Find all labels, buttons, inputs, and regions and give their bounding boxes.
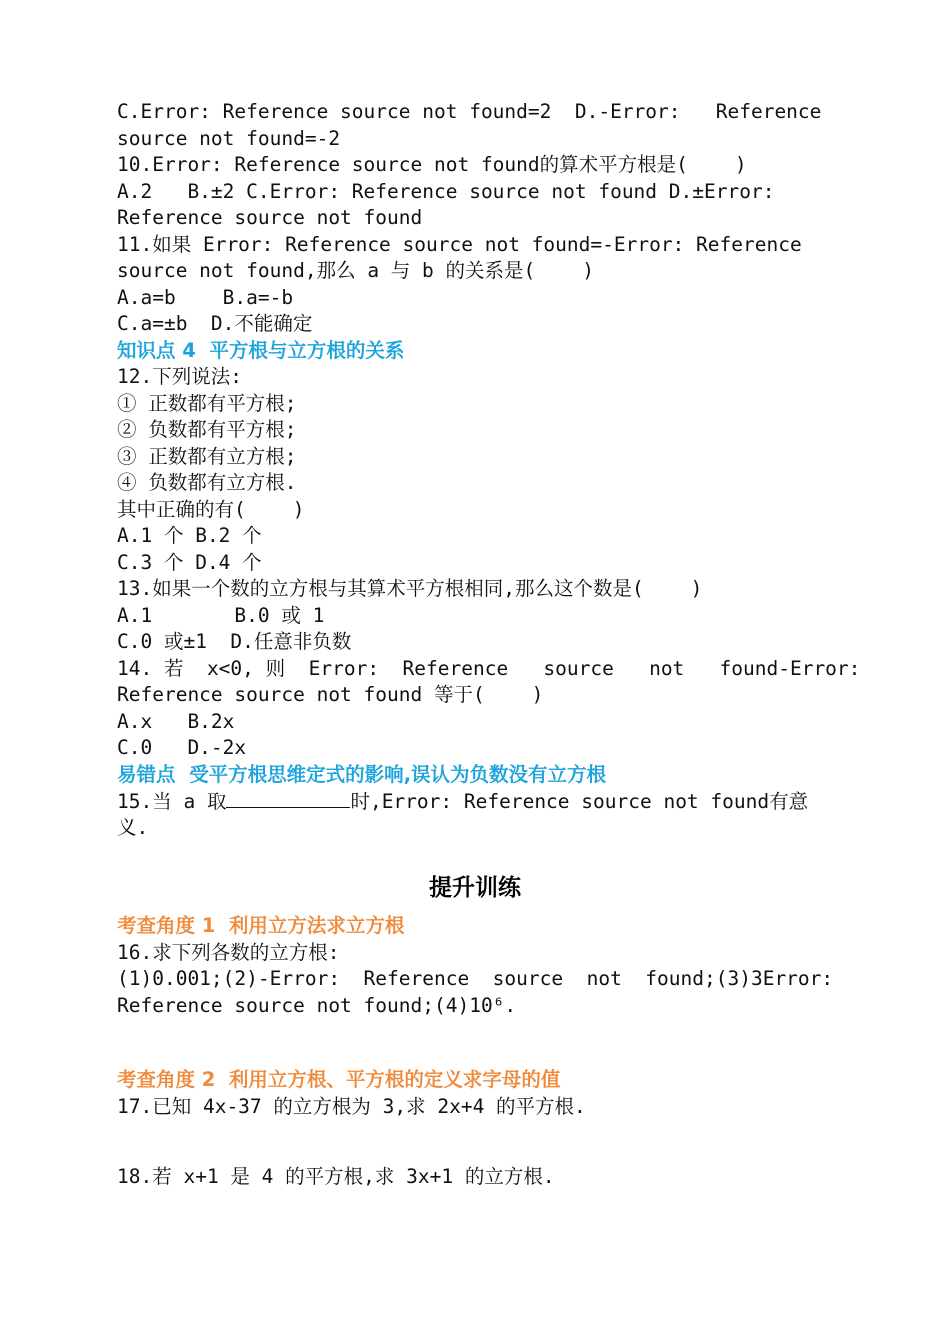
question-9-option-c: C.Error: Reference source not found=2 D.-Error: Reference (117, 100, 822, 123)
question-11-options-ab: A.a=b B.a=-b (117, 285, 294, 309)
question-13: 13.如果一个数的立方根与其算术平方根相同,那么这个数是( ) (117, 577, 703, 600)
question-17: 17.已知 4x-37 的立方根为 3,求 2x+4 的平方根. (117, 1094, 586, 1118)
question-14: 14. 若 x<0, 则 Error: Reference source not found-Error: (117, 656, 861, 680)
question-15-suffix: 时,Error: Reference source not found有意 (350, 790, 809, 813)
question-11-cont: source not found,那么 a 与 b 的关系是( ) (117, 259, 594, 282)
question-15 (117, 788, 833, 815)
spacer (117, 1120, 833, 1164)
answer-blank[interactable] (226, 788, 350, 808)
question-16-parts: (1)0.001;(2)-Error: Reference source not found;(3)3Error: (117, 967, 834, 990)
question-12-statement-2: ② 负数都有平方根; (117, 418, 297, 441)
question-10: 10.Error: Reference source not found的算术平方根是( ) (117, 153, 747, 176)
question-18: 18.若 x+1 是 4 的平方根,求 3x+1 的立方根. (117, 1165, 555, 1188)
question-13-options-cd: C.0 或±1 D.任意非负数 (117, 630, 352, 653)
spacer (117, 841, 833, 873)
question-10-options: A.2 B.±2 C.Error: Reference source not found D.±Error: (117, 179, 775, 203)
question-12: 12.下列说法: (117, 365, 242, 388)
common-mistake-heading: 易错点 受平方根思维定式的影响,误认为负数没有立方根 (117, 762, 606, 786)
question-15-cont: 义. (117, 815, 149, 839)
spacer (117, 903, 833, 913)
assessment-angle-2-heading: 考查角度 2 利用立方根、平方根的定义求字母的值 (117, 1068, 561, 1091)
question-11-options-cd: C.a=±b D.不能确定 (117, 312, 313, 335)
knowledge-point-4-heading: 知识点 4 平方根与立方根的关系 (117, 338, 405, 362)
assessment-angle-1-heading: 考查角度 1 利用立方法求立方根 (117, 914, 405, 937)
question-16: 16.求下列各数的立方根: (117, 940, 340, 964)
question-12-options-cd: C.3 个 D.4 个 (117, 550, 262, 574)
question-12-options-ab: A.1 个 B.2 个 (117, 524, 262, 547)
question-14-cont: Reference source not found 等于( ) (117, 683, 544, 706)
question-12-statement-1: ① 正数都有平方根; (117, 391, 297, 415)
question-13-options-ab: A.1 B.0 或 1 (117, 603, 325, 627)
question-12-statement-3: ③ 正数都有立方根; (117, 444, 297, 468)
question-11: 11.如果 Error: Reference source not found=-Error: Reference (117, 232, 802, 256)
question-9-option-c-cont: source not found=-2 (117, 126, 341, 150)
question-16-parts-cont: Reference source not found;(4)10⁶. (117, 993, 517, 1017)
question-12-statement-4: ④ 负数都有立方根. (117, 471, 297, 494)
question-14-options-cd: C.0 D.-2x (117, 736, 247, 759)
question-10-options-cont: Reference source not found (117, 206, 423, 229)
question-12-prompt: 其中正确的有( ) (117, 497, 305, 521)
section-title: 提升训练 (429, 875, 521, 901)
spacer (117, 1019, 833, 1067)
document-page (117, 99, 861, 1191)
question-15-prefix: 15.当 a 取 (117, 790, 227, 813)
question-14-options-ab: A.x B.2x (117, 709, 235, 733)
